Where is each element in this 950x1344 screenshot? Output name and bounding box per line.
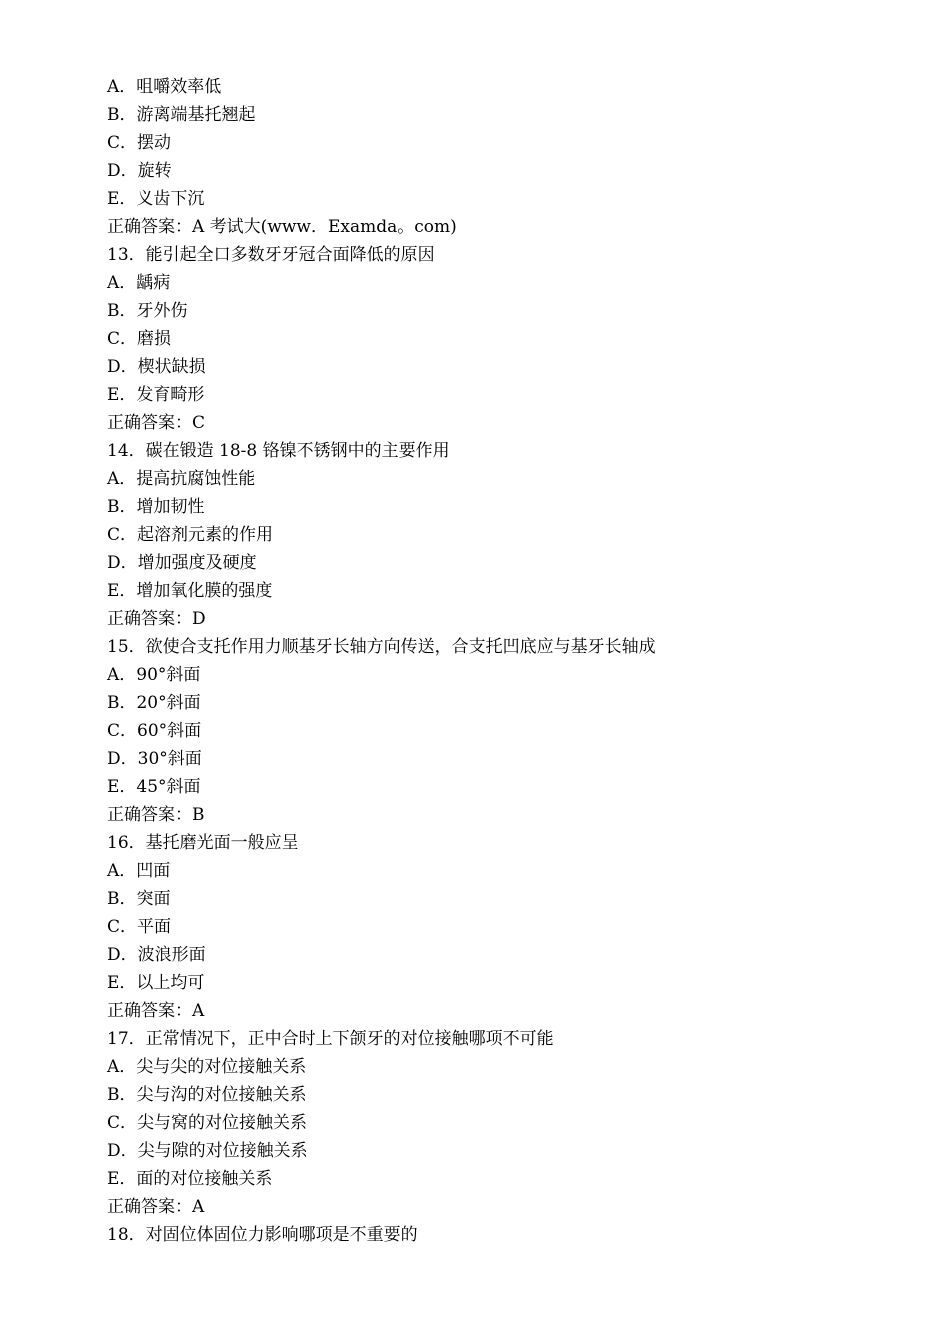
answer-17: 正确答案：A <box>107 1197 205 1217</box>
question-15: 15．欲使合支托作用力顺基牙长轴方向传送，合支托凹底应与基牙长轴成 <box>107 637 656 657</box>
option-e: E．以上均可 <box>107 973 205 993</box>
option-d: D．旋转 <box>107 161 172 181</box>
option-c: C．起溶剂元素的作用 <box>107 525 274 545</box>
option-b: B．20°斜面 <box>107 693 201 713</box>
option-b: B．尖与沟的对位接触关系 <box>107 1085 307 1105</box>
document-content <box>107 73 887 1249</box>
option-e: E．45°斜面 <box>107 777 201 797</box>
option-c: C．尖与窝的对位接触关系 <box>107 1113 308 1133</box>
option-a: A．龋病 <box>107 273 171 293</box>
option-a: A．凹面 <box>107 861 171 881</box>
option-e: E．面的对位接触关系 <box>107 1169 273 1189</box>
option-c: C．平面 <box>107 917 172 937</box>
option-d: D．30°斜面 <box>107 749 202 769</box>
option-d: D．增加强度及硬度 <box>107 553 257 573</box>
option-a: A．尖与尖的对位接触关系 <box>107 1057 307 1077</box>
answer-13: 正确答案：C <box>107 413 206 433</box>
answer-12: 正确答案：A 考试大(www．Examda。com) <box>107 217 457 237</box>
option-d: D．楔状缺损 <box>107 357 206 377</box>
answer-14: 正确答案：D <box>107 609 206 629</box>
option-c: C．摆动 <box>107 133 172 153</box>
question-13: 13．能引起全口多数牙牙冠合面降低的原因 <box>107 245 435 265</box>
option-b: B．增加韧性 <box>107 497 205 517</box>
option-c: C．60°斜面 <box>107 721 202 741</box>
option-e: E．义齿下沉 <box>107 189 205 209</box>
option-a: A．提高抗腐蚀性能 <box>107 469 256 489</box>
answer-15: 正确答案：B <box>107 805 205 825</box>
option-a: A．咀嚼效率低 <box>107 77 222 97</box>
question-17: 17．正常情况下，正中合时上下颌牙的对位接触哪项不可能 <box>107 1029 554 1049</box>
option-c: C．磨损 <box>107 329 172 349</box>
option-d: D．尖与隙的对位接触关系 <box>107 1141 308 1161</box>
question-14: 14．碳在锻造 18-8 铬镍不锈钢中的主要作用 <box>107 441 450 461</box>
option-a: A．90°斜面 <box>107 665 201 685</box>
question-18: 18．对固位体固位力影响哪项是不重要的 <box>107 1225 418 1245</box>
question-16: 16．基托磨光面一般应呈 <box>107 833 299 853</box>
answer-16: 正确答案：A <box>107 1001 205 1021</box>
option-e: E．增加氧化膜的强度 <box>107 581 273 601</box>
option-b: B．突面 <box>107 889 171 909</box>
option-b: B．游离端基托翘起 <box>107 105 256 125</box>
option-e: E．发育畸形 <box>107 385 205 405</box>
option-b: B．牙外伤 <box>107 301 188 321</box>
option-d: D．波浪形面 <box>107 945 206 965</box>
